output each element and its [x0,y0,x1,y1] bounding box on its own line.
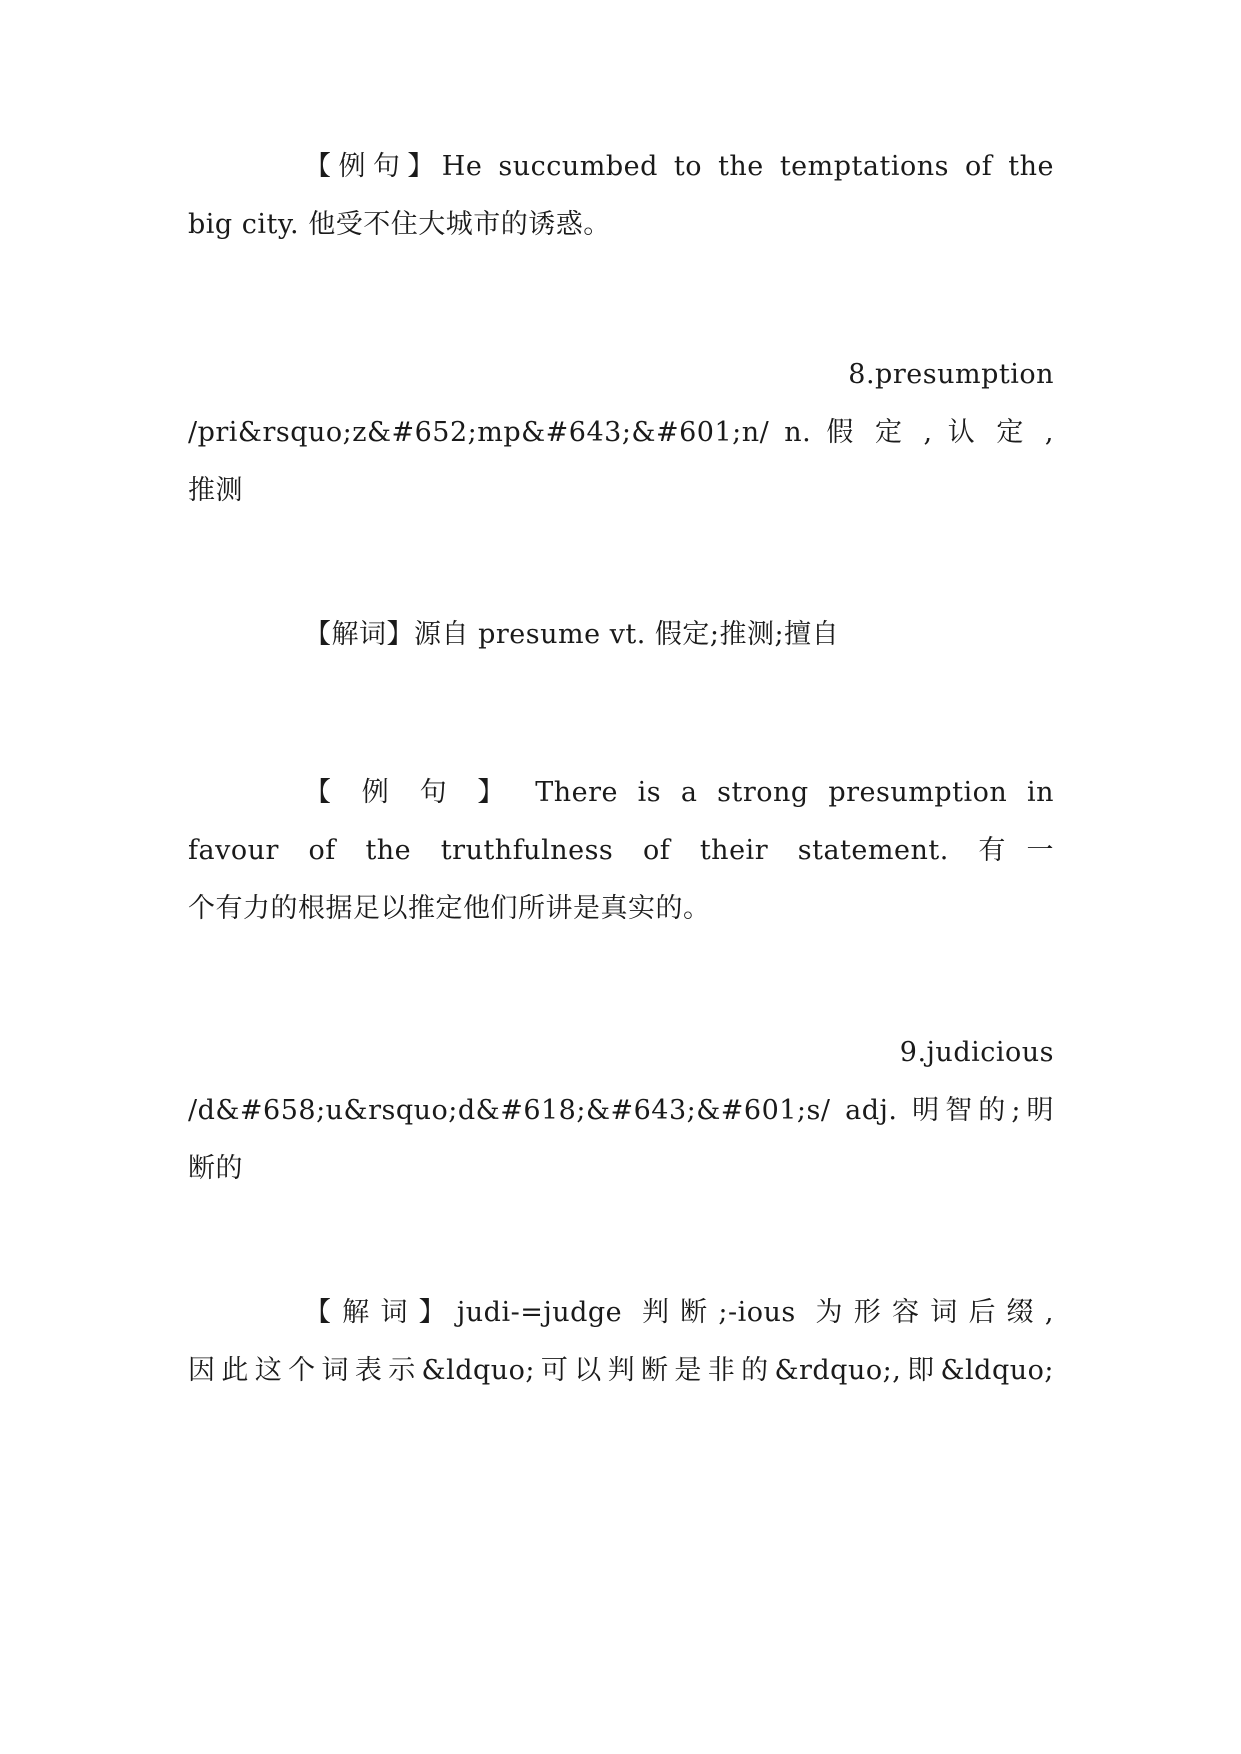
text-line: 【解词】judi-=judge 判断;-ious 为形容词后缀, [304,1297,1054,1328]
text-line: 【解词】源自 presume vt. 假定;推测;擅自 [304,619,840,650]
word-entry-paragraph [188,1024,1054,1198]
text-line: 因此这个词表示&ldquo;可以判断是非的&rdquo;,即&ldquo; [188,1355,1054,1386]
example-sentence-paragraph [188,138,1054,254]
example-sentence-paragraph [188,764,1054,938]
text-line: 个有力的根据足以推定他们所讲是真实的。 [188,893,711,924]
word-pronunciation-definition: /pri&rsquo;z&#652;mp&#643;&#601;n/ n. 假 定 , 认 定 , [188,417,1054,448]
text-line: big city. 他受不住大城市的诱惑。 [188,209,611,240]
word-explanation-paragraph [188,1284,1054,1400]
word-headword: 9.judicious [899,1037,1054,1068]
text-line: 推测 [188,475,243,506]
word-headword: 8.presumption [848,359,1054,390]
word-explanation-paragraph [188,606,1054,664]
text-line: 【例句】He succumbed to the temptations of the [304,151,1054,182]
text-line: 【 例 句 】 There is a strong presumption in [304,777,1054,808]
text-line: favour of the truthfulness of their statement. 有一 [188,835,1054,866]
text-line: 断的 [188,1153,243,1184]
word-pronunciation-definition: /d&#658;u&rsquo;d&#618;&#643;&#601;s/ adj. 明智的;明 [188,1095,1054,1126]
word-entry-paragraph [188,346,1054,520]
